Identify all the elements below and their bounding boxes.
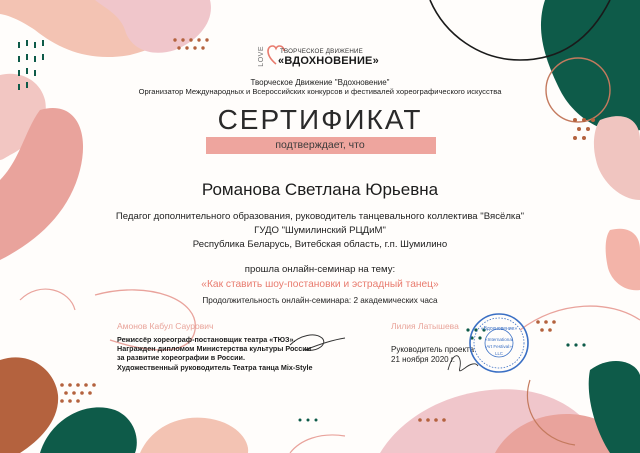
certificate-title: СЕРТИФИКАТ [217, 104, 423, 135]
stamp-line: «Вдохновение» [480, 326, 518, 332]
logo [258, 44, 378, 74]
logo-side-text: LOVE [258, 46, 265, 67]
right-signer-name: Лилия Латышева [391, 321, 459, 331]
right-signer-role: Руководитель проекта [391, 345, 475, 354]
organizer-description: Организатор Международных и Всероссийских конкурсов и фестивалей хореографического искусства [138, 87, 502, 96]
issue-date: 21 ноября 2020 г. [391, 355, 455, 364]
seminar-topic: «Как ставить шоу-постановки и эстрадный танец» [201, 279, 439, 290]
left-signer-desc-line: Художественный руководитель Театра танца Mix-Style [117, 362, 313, 372]
left-signer-desc-line: Режиссёр хореограф-постановщик театра «ТЮЗ». [117, 335, 296, 344]
stamp-line: LLC [495, 351, 503, 356]
recipient-institution: ГУДО "Шумилинский РЦДиМ" [254, 225, 386, 236]
stamp-seal [468, 312, 530, 374]
logo-title: «ВДОХНОВЕНИЕ» [278, 55, 379, 67]
logo-subtitle: ТВОРЧЕСКОЕ ДВИЖЕНИЕ [280, 48, 364, 55]
seminar-lead-in: прошла онлайн-семинар на тему: [244, 264, 396, 275]
left-signer-desc-line: за развитие хореографии в России. [117, 353, 245, 363]
confirm-text: подтверждает, что [275, 139, 365, 151]
organizer-name: Творческое Движение "Вдохновение" [250, 78, 390, 87]
stamp-line: Art Festival» [486, 344, 512, 349]
stamp-line: «International [485, 337, 513, 342]
left-signer-name: Амонов Кабул Саурович [117, 321, 214, 331]
left-signer-desc-line: Награжден дипломом Министерства культуры России [117, 344, 312, 354]
recipient-location: Республика Беларусь, Витебская область, г.п. Шумилино [192, 239, 448, 250]
recipient-position: Педагог дополнительного образования, руководитель танцевального коллектива "Вясёлка" [115, 211, 525, 222]
left-signer-description [117, 335, 312, 372]
seminar-duration: Продолжительность онлайн-семинара: 2 академических часа [202, 296, 438, 305]
recipient-name: Романова Светлана Юрьевна [201, 180, 439, 199]
